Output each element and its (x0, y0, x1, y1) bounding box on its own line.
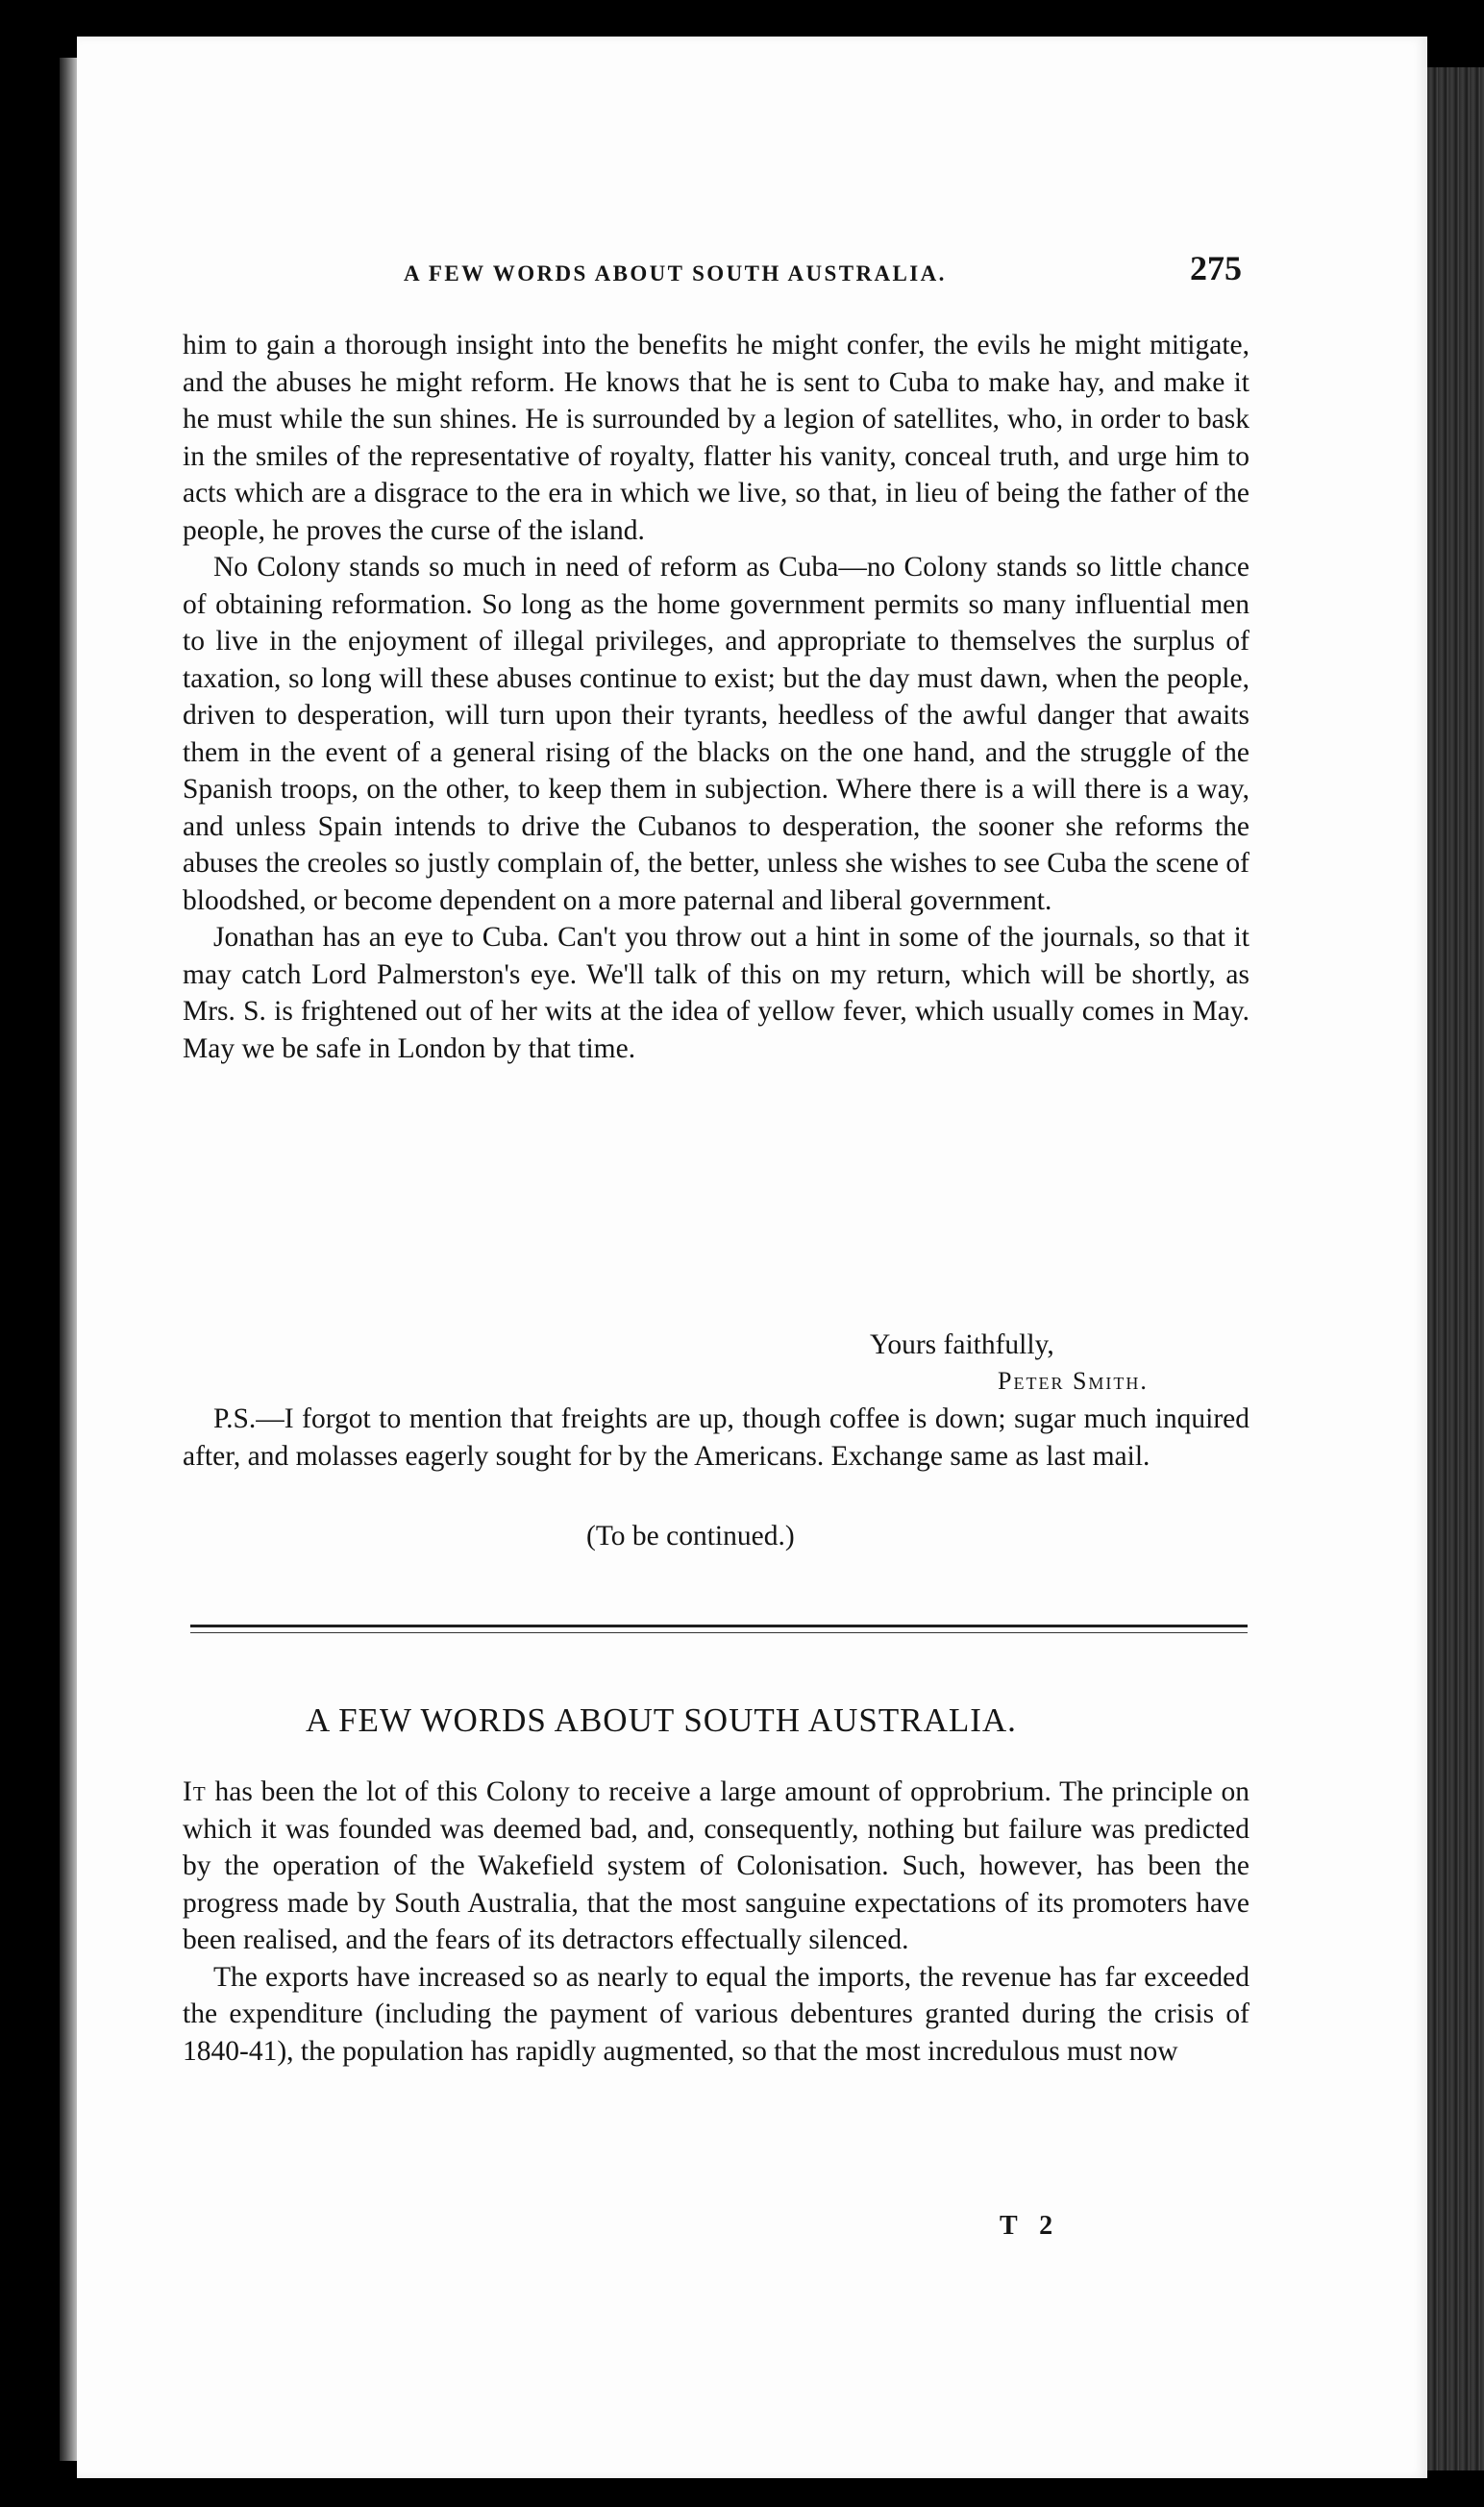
paragraph: him to gain a thorough insight into the benefits he might confer, the evils he might mitigate, and the abuses he might reform. He knows that he is sent to Cuba to make hay, and make it he must while the sun shines. He is surrounded by a legion of satellites, who, in order to bask in the smiles of the representative of royalty, flatter his vanity, conceal truth, and urge him to acts which are a disgrace to the era in which we live, so that, in lieu of being the father of the people, he proves the curse of the island. (183, 330, 1249, 546)
postscript (183, 1401, 1249, 1475)
printer-signature-mark: T 2 (1000, 2211, 1061, 2241)
book-spine-edge (60, 58, 77, 2461)
paragraph (183, 1774, 1249, 1959)
opening-word: It (183, 1776, 207, 1807)
paragraph: No Colony stands so much in need of reform as Cuba—no Colony stands so little chance of obtaining reformation. So long as the home government permits so many influential men to live in the enjoyment of illegal privileges, and appropriate to themselves the surplus of taxation, so long will these abuses continue to exist; but the day must dawn, when the people, driven to desperation, will turn upon their tyrants, heedless of the awful danger that awaits them in the event of a general rising of the blacks on the one hand, and the struggle of the Spanish troops, on the other, to keep them in subjection. Where there is a will there is a way, and unless Spain intends to drive the Cubanos to desperation, the sooner she reforms the abuses the creoles so justly complain of, the better, unless she wishes to see Cuba the scene of bloodshed, or become dependent on a more paternal and liberal government. (183, 552, 1249, 916)
postscript-text: P.S.—I forgot to mention that freights are up, though coffee is down; sugar much inquired after, and molasses eagerly sought for by the Americans. Exchange same as last mail. (183, 1403, 1249, 1472)
paragraph: The exports have increased so as nearly to equal the imports, the revenue has far exceeded the expenditure (including the payment of various debentures granted during the crisis of 1840-41), the population has rapidly augmented, so that the most incredulous must now (183, 1961, 1249, 2067)
section-title: A FEW WORDS ABOUT SOUTH AUSTRALIA. (306, 1701, 1017, 1739)
section-divider (190, 1625, 1248, 1627)
running-head: A FEW WORDS ABOUT SOUTH AUSTRALIA. (404, 261, 947, 285)
body-text (183, 327, 1249, 1067)
continued-note: (To be continued.) (586, 1521, 795, 1551)
opening-text: has been the lot of this Colony to receive a large amount of opprobrium. The principle on which it was founded was deemed bad, and, consequently, nothing but failure was predicted by the operation of the Wakefield system of Colonisation. Such, however, has been the progress made by South Australia, that the most sanguine expectations of its promoters have been realised, and the fears of its detractors effectually silenced. (183, 1776, 1249, 1955)
paragraph: Jonathan has an eye to Cuba. Can't you throw out a hint in some of the journals, so that it may catch Lord Palmerston's eye. We'll talk of this on my return, which will be shortly, as Mrs. S. is frightened out of her wits at the idea of yellow fever, which usually comes in May. May we be safe in London by that time. (183, 922, 1249, 1064)
section-divider-thin (190, 1632, 1248, 1633)
page-number: 275 (1190, 249, 1242, 287)
letter-signoff: Yours faithfully, (870, 1329, 1054, 1360)
section-body (183, 1774, 1249, 2070)
letter-signer: Peter Smith. (998, 1367, 1149, 1395)
page-stack-edge (1427, 67, 1484, 2470)
